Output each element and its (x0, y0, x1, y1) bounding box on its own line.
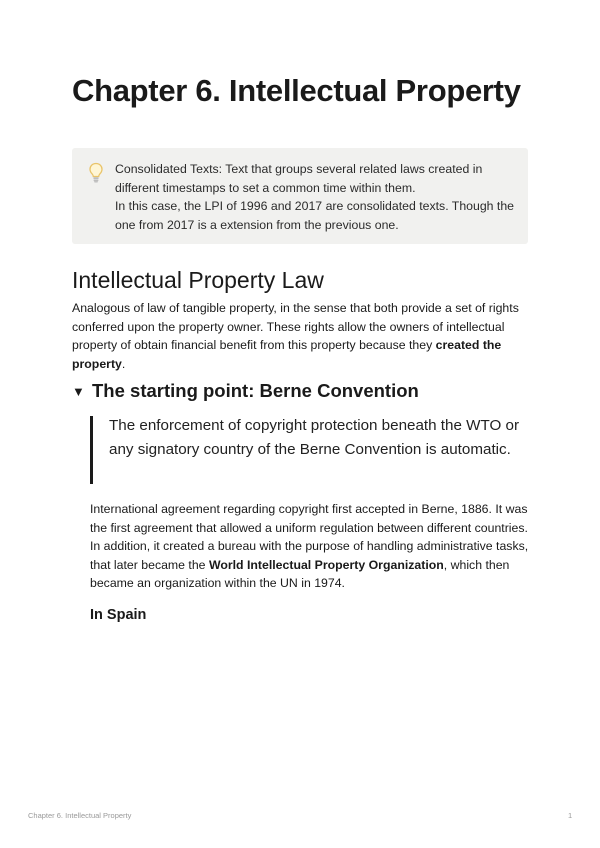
toggle-paragraph (90, 500, 532, 593)
section-paragraph-bold: created the property (72, 338, 502, 371)
section-paragraph-end: . (121, 356, 126, 371)
quote-block (90, 416, 536, 484)
toggle-paragraph-bold: World Intellectual Property Organization (208, 557, 444, 572)
quote-text: The enforcement of copyright protection beneath the WTO or any signatory country of the Berne Convention is automatic. (109, 417, 520, 458)
callout-box (72, 148, 528, 244)
section-heading: Intellectual Property Law (72, 267, 324, 293)
footer-page-number: 1 (568, 811, 573, 820)
toggle-paragraph-text-2: , which then became an organization within the UN in 1974. (90, 557, 510, 590)
toggle-paragraph-text-1: International agreement regarding copyright first accepted in Berne, 1886. It was the first agreement that allowed a uniform regulation between different countries. In addition, it created a bureau with the purpose of handling administrative tasks, that later became the (90, 502, 529, 572)
toggle-heading[interactable] (72, 377, 419, 405)
section-paragraph-text: Analogous of law of tangible property, in the sense that both provide a set of rights conferred upon the property owner. These rights allow the owners of intellectual property of obtain financial benefit from this property because they (72, 301, 519, 352)
callout-text (115, 160, 515, 234)
page-title: Chapter 6. Intellectual Property (72, 73, 521, 108)
subheading-in-spain: In Spain (90, 607, 147, 623)
toggle-heading-text: The starting point: Berne Convention (92, 380, 419, 401)
lightbulb-icon (88, 162, 104, 184)
footer-title: Chapter 6. Intellectual Property (28, 811, 132, 820)
callout-line-1: Consolidated Texts: Text that groups several related laws created in different timestamps to set a common time within them. (115, 162, 483, 195)
callout-line-2: In this case, the LPI of 1996 and 2017 are consolidated texts. Though the one from 2017 is a extension from the previous one. (115, 199, 515, 232)
section-paragraph (72, 299, 532, 373)
triangle-down-icon[interactable]: ▼ (72, 383, 85, 399)
